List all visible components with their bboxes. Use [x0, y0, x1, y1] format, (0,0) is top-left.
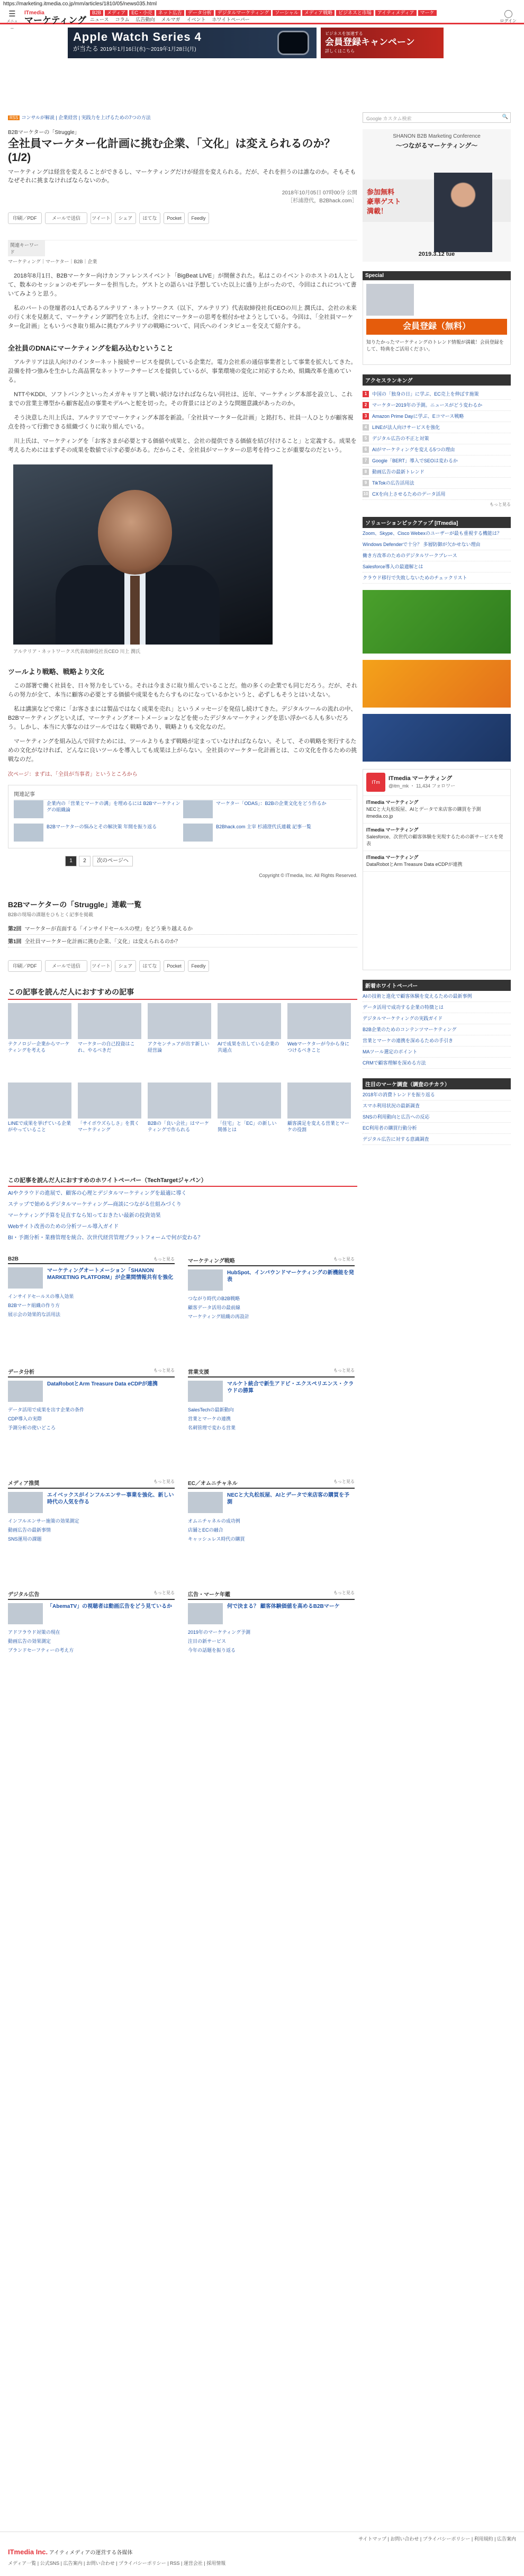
breadcrumb[interactable]: RSS コンサルが解説 | 企業経営 | 実践力を上げるための7つの方法	[8, 112, 357, 122]
category-thumbnail	[8, 1603, 43, 1624]
special-image	[366, 284, 414, 316]
conference-ad[interactable]: SHANON B2B Marketing Conference ～つながるマーケティング～ 参加無料 豪華ゲスト 満載！ 2019.3.12 tue	[363, 129, 511, 262]
category-item[interactable]: インフルエンサー施策の効果測定	[8, 1518, 79, 1524]
feedly-button[interactable]: Feedly	[188, 960, 209, 972]
wp-item[interactable]: AIやクラウドの進展で、顧客の心理とデジタルマーケティングを最適に導く	[8, 1191, 187, 1196]
category-thumbnail	[188, 1603, 223, 1624]
new-wp-item[interactable]: B2B企業のためのコンテンツマーケティング	[363, 1024, 511, 1035]
card-title: 「サイボウズらしさ」を貫くマーケティング	[78, 1121, 140, 1132]
footer: サイトマップ | お問い合わせ | プライバシーポリシー | 利用規約 | 広告案内 ITmedia Inc. アイティメディアの運営する各媒体 メディア一覧 | 公式SNS | 広告案内 | お問い合わせ | プライバシーポリシー | RSS | 運営会社 | 採用情報	[0, 2532, 524, 2576]
category-heading[interactable]: 営業支援 もっと見る	[188, 1366, 355, 1378]
search-input[interactable]: Google カスタム検索 🔍	[363, 112, 511, 123]
menu-button[interactable]: ☰ メニュー	[6, 10, 18, 31]
tweet[interactable]: ITmedia マーケティング Salesforce、次世代の顧客体験を実現するための新サービスを発表	[363, 824, 510, 851]
ranking-item[interactable]: 8 動画広告の最新トレンド	[363, 467, 511, 478]
category-top-title: エイベックスがインフルエンサー事業を強化、新しい時代の人気を作る	[47, 1492, 174, 1505]
sidebar-ad-1[interactable]	[363, 590, 511, 654]
paragraph: 川上氏は、マーケティングを「お客さまが必要とする価値や成果と、会社の提供できる価値を結び付けること」と定義する。成果を考えるためにはまずその成果を数値で示す必要がある。だからこそ、全社員がマーケターの思考を持つことが重要なのだという。	[8, 438, 357, 453]
recommend-card[interactable]	[8, 1003, 71, 1053]
header-nav	[90, 10, 439, 24]
category-item[interactable]: 営業とマーケの連携	[188, 1416, 231, 1421]
card-thumbnail	[218, 1003, 281, 1039]
category-item[interactable]: 今年の話題を振り返る	[188, 1648, 236, 1653]
category-block	[188, 1255, 355, 1321]
ranking-item[interactable]: 10 CXを向上させるためのデータ活用	[363, 489, 511, 500]
category-top-item[interactable]	[188, 1492, 355, 1516]
category-blocks	[8, 1255, 357, 1711]
category-thumbnail	[8, 1381, 43, 1402]
category-item[interactable]: つながり時代のB2B戦略	[188, 1296, 240, 1301]
apple-watch-ad[interactable]: Apple Watch Series 4 が当たる 2019年1月16日(水)～2019年1月28日(月)	[68, 28, 317, 58]
byline: 2018年10月05日 07時00分 公開 ［杉浦澄代，B2Bhack.com］	[282, 190, 357, 204]
special-heading: Special	[363, 271, 511, 280]
nav-item[interactable]: ホワイトペーパー	[212, 17, 250, 22]
category-top-item[interactable]	[8, 1492, 175, 1516]
research-item[interactable]: EC利用者の購買行動分析	[363, 1123, 511, 1134]
related-item[interactable]: 企業内の「営業とマーケの溝」を埋めるには B2Bマーケティングの組織論	[14, 800, 183, 820]
new-wp-list	[363, 991, 511, 1069]
article-lead: マーケティングは経営を変えることができるし、マーケティングだけが経営を変えられる。だが、それを担うのは誰なのか。そもそもなぜそれに挑まなければならないのか。	[8, 169, 356, 184]
category-item[interactable]: オムニチャネルの成功例	[188, 1518, 240, 1524]
category-top-item[interactable]	[8, 1267, 175, 1292]
paragraph: NTTやKDDI、ソフトバンクといったメガキャリアと戦い続けなければならない同社は、近年、マーケティング本部を設立し、これまでの営業主導型から顧客起点の事業モデルへと舵を切った。その背景にはどのような問題意識があったのか。	[8, 391, 353, 407]
campaign-ad[interactable]: ビジネスを加速する 会員登録キャンペーン 詳しくはこちら	[321, 28, 444, 58]
card-title: LINEで成果を挙げている企業がやっていること	[8, 1121, 71, 1132]
watch-image	[277, 31, 309, 55]
category-item[interactable]: 2019年のマーケティング予測	[188, 1630, 250, 1635]
url-bar[interactable]: https://marketing.itmedia.co.jp/mm/articles/1810/05/news035.html	[0, 0, 524, 8]
category-tags	[90, 10, 439, 16]
new-wp-item[interactable]: MAツール選定のポイント	[363, 1046, 511, 1058]
category-heading[interactable]: データ分析 もっと見る	[8, 1366, 175, 1378]
share-button[interactable]: シェア	[115, 960, 136, 972]
category-top-title: 何で決まる？ 顧客体験価値を高めるB2Bマーケ	[227, 1604, 340, 1609]
category-item[interactable]: マーケティング組織の再設計	[188, 1314, 249, 1319]
series-row[interactable]: 第2回 マーケターが直面する「インサイドセールスの壁」をどう乗り越えるか	[8, 922, 357, 935]
card-title: Webマーケターが今から身につけるべきこと	[287, 1041, 349, 1053]
header-tag[interactable]: データ分析	[186, 10, 214, 16]
card-title: 「住宅」と「EC」の新しい関係とは	[218, 1121, 277, 1132]
category-top-item[interactable]	[188, 1603, 355, 1627]
ranking-list	[363, 389, 511, 500]
category-thumbnail	[8, 1492, 43, 1513]
paragraph: 私は講演などで常に「お客さまには製品ではなく成果を売れ」というメッセージを発信し続けてきた。デジタルツールの流れの中、B2Bマーケティングといえば、マーケティングオートメーションなどを使ったデジタルマーケティングを思い浮かべる人も多いだろう。しかし、本当に大事なのはツールではなく戦略であり、戦略よりも文化なのだ。	[8, 706, 357, 730]
share-bar-bottom	[8, 958, 357, 973]
wp-item[interactable]: Webサイト改善のための分析ツール導入ガイド	[8, 1224, 119, 1230]
keywords-box: 関連キーワード マーケティング｜マーケター｜B2B｜企業	[8, 240, 357, 266]
header-tag[interactable]: ビジネスと市場	[336, 10, 374, 16]
card-thumbnail	[78, 1003, 141, 1039]
register-button[interactable]: 会員登録（無料）	[366, 319, 507, 335]
category-item[interactable]: 顧客データ活用の最前線	[188, 1305, 241, 1310]
new-wp-item[interactable]: データ活用で成功する企業の特徴とは	[363, 1002, 511, 1013]
research-list	[363, 1089, 511, 1145]
category-item[interactable]: 名刺管理で変わる営業	[188, 1425, 236, 1430]
category-top-title: HubSpot、インバウンドマーケティングの新機能を発表	[227, 1270, 354, 1283]
pagination	[65, 856, 357, 867]
new-wp-heading: 新着ホワイトペーパー	[363, 980, 511, 991]
series-label[interactable]: B2Bマーケターの「Struggle」	[8, 130, 80, 136]
solution-item[interactable]: クラウド移行で失敗しないためのチェックリスト	[363, 573, 511, 584]
card-thumbnail	[287, 1083, 351, 1119]
mail-button[interactable]: メールで送信	[45, 960, 87, 972]
wp-item[interactable]: マーケティング予算を見直すなら知っておきたい最新の投資効果	[8, 1213, 161, 1219]
hatena-button[interactable]: はてな	[139, 960, 160, 972]
new-wp-item[interactable]: CRMで顧客理解を深める方法	[363, 1058, 511, 1069]
recommend-card[interactable]	[148, 1003, 211, 1053]
recommend-card[interactable]	[287, 1003, 351, 1053]
series-row[interactable]: 第1回 全社員マーケター化計画に挑む企業、「文化」は変えられるのか？	[8, 935, 357, 947]
card-title: 顧客満足を変える営業とマーケの役割	[287, 1121, 350, 1132]
paragraph: 私のパートの登壇者の1人であるアルテリア・ネットワークス（以下、アルテリア）代表取締役社長CEOの川上 潤氏は、会社の未来の行く末を見据えて、マーケティング部門を立ち上げ、全社にマーケターの思考を根付かせようとしている。今回は、「全社員マーケター化計画」ともいうべき取り組みに挑むアルテリアの戦略について、同氏へのインタビューを交えて紹介する。	[8, 305, 357, 329]
header-tag[interactable]: アイティメディア	[375, 10, 417, 16]
header-tag[interactable]: デジタルマーケティング	[215, 10, 271, 16]
category-block	[188, 1478, 355, 1543]
ranking-item[interactable]: 1 中国の「独身の日」に学ぶ、EC売上を伸ばす施策	[363, 389, 511, 400]
related-item[interactable]: B2Bhack.com 主宰 杉浦澄代氏連載 記事一覧	[183, 824, 353, 844]
special-box: 会員登録（無料） 知りたかったマーケティングのトレンド情報が満載！会員登録をして、特典をご活用ください。	[363, 280, 511, 365]
category-top-item[interactable]	[188, 1269, 355, 1294]
related-item[interactable]: マーケター「ODAS」：B2Bの企業文化をどう作るか	[183, 800, 353, 820]
paragraph: アルテリアは法人向けのインターネット接続サービスを提供している企業だ。電力会社系の通信事業者として事業を拡大してきた。設備を持つ強みを生かした高品質なネットワークサービスを提供しているが、事業環境の変化に対応するため、組織改革を進めている。	[8, 359, 357, 383]
research-item[interactable]: SNSの利用動向と広告への反応	[363, 1112, 511, 1123]
category-thumbnail	[8, 1267, 43, 1289]
category-heading[interactable]: メディア推奨 もっと見る	[8, 1478, 175, 1489]
solution-heading: ソリューションピックアップ [ITmedia]	[363, 517, 511, 528]
solution-item[interactable]: 働き方改革のためのデジタルワークプレース	[363, 550, 511, 561]
research-item[interactable]: 2018年の消費トレンドを振り返る	[363, 1089, 511, 1101]
nav-item[interactable]: メルマガ	[161, 17, 180, 22]
category-top-item[interactable]	[188, 1381, 355, 1405]
category-heading[interactable]: デジタル広告 もっと見る	[8, 1589, 175, 1600]
photo-caption: アルテリア・ネットワークス代表取締役社長CEO 川上 潤氏	[13, 649, 141, 654]
tweet-button[interactable]: ツイート	[91, 212, 112, 224]
speaker-image	[434, 173, 492, 252]
header-tag[interactable]: ソーシャル	[273, 10, 301, 16]
header-tag[interactable]: マーケ	[418, 10, 437, 16]
category-item[interactable]: 注目の新サービス	[188, 1639, 227, 1644]
recommend-card[interactable]	[78, 1083, 141, 1133]
category-item[interactable]: 予測分析の使いどころ	[8, 1425, 56, 1430]
new-wp-item[interactable]: デジタルマーケティングの実践ガイド	[363, 1013, 511, 1024]
category-top-item[interactable]	[8, 1381, 175, 1405]
section-heading: ツールより戦略、戦略より文化	[8, 668, 104, 676]
solution-list	[363, 528, 511, 584]
category-item[interactable]: SalesTechの最新動向	[188, 1407, 234, 1412]
tweet[interactable]: ITmedia マーケティング NECと大丸松坂屋、AIとデータで来店客の購買を予測 itmedia.co.jp	[363, 796, 510, 824]
category-block	[8, 1589, 175, 1654]
header-tag[interactable]: EC・小売	[129, 10, 155, 16]
solution-item[interactable]: Zoom、Skype、Cisco Webexのユーザーが最も重視する機能は？	[363, 528, 511, 539]
card-thumbnail	[148, 1083, 211, 1119]
wp-item[interactable]: BI・予測分析・業務管理を統合、次世代経営管理プラットフォームで何が変わる？	[8, 1235, 203, 1241]
category-thumbnail	[188, 1269, 223, 1291]
category-top-title: マルケト統合で新生アドビ・エクスペリエンス・クラウドの勝算	[227, 1381, 354, 1394]
rss-icon: RSS	[8, 115, 20, 120]
top-banner-area	[0, 28, 524, 59]
next-page-link[interactable]: 次ページ：まずは、「全員が当事者」というところから	[8, 772, 138, 777]
tweet-button[interactable]: ツイート	[91, 960, 112, 972]
category-thumbnail	[188, 1492, 223, 1513]
header-tag[interactable]: ネット広告	[156, 10, 184, 16]
header-tag[interactable]: メディア	[105, 10, 128, 16]
paragraph: マーケティングを組み込んで回すためには、ツールよりもまず戦略が定まっていなければならない。そして、その戦略を実行するための文化がなければ、どんなに良いツールを導入しても成果は上がらない。全社員のマーケター化計画とは、この文化を作るための挑戦なのだ。	[8, 738, 357, 763]
page-2[interactable]: 2	[79, 856, 91, 866]
copyright: Copyright © ITmedia, Inc. All Rights Reserved.	[259, 873, 357, 878]
category-item[interactable]: 店舗とECの融合	[188, 1527, 223, 1533]
login-button[interactable]: ログイン	[500, 10, 517, 24]
search-icon[interactable]: 🔍	[502, 114, 508, 119]
print-button[interactable]: 印刷／PDF	[8, 960, 42, 972]
research-heading: 注目のマーケ調査（調査のチカラ）	[363, 1078, 511, 1089]
recommend-heading: この記事を読んだ人におすすめの記事	[8, 987, 357, 1000]
header-tag[interactable]: メディア戦略	[302, 10, 335, 16]
category-item[interactable]: 動画広告の効果測定	[8, 1639, 51, 1644]
related-articles: 関連記事 企業内の「営業とマーケの溝」を埋めるには B2Bマーケティングの組織論 マーケター「ODAS」：B2Bの企業文化をどう作るか B2Bマーケターの悩みとその解決策 年間を振り返る B2Bhack.com 主宰 杉浦澄代氏連載 記事一覧	[8, 785, 357, 848]
user-icon	[504, 10, 512, 18]
wp-heading: この記事を読んだ人におすすめのホワイトペーパー（TechTargetジャパン）	[8, 1176, 357, 1187]
category-item[interactable]: インサイドセールスの導入効果	[8, 1294, 74, 1299]
card-title: テクノロジー企業からマーケティングを考える	[8, 1041, 70, 1053]
category-item[interactable]: 動画広告の最新事情	[8, 1527, 51, 1533]
more-link[interactable]: もっと見る	[490, 502, 511, 507]
category-top-title: 「AbemaTV」の視聴者は動画広告をどう見ているか	[47, 1604, 173, 1609]
share-button[interactable]: シェア	[115, 212, 136, 224]
card-thumbnail	[8, 1083, 71, 1119]
site-header	[0, 8, 524, 31]
paragraph: この部署で働く社員を、日々努力をしている。それは今まさに取り組んでいることだ。他の多くの企業でも同じだろう。だが、それらの努力が全て、本当に顧客の必要とする価値や成果をもたらすものになっているかというと、必ずしもそうとはいえない。	[8, 683, 357, 698]
card-thumbnail	[8, 1003, 71, 1039]
category-item[interactable]: キャッシュレス時代の購買	[188, 1536, 245, 1542]
recommend-card[interactable]	[218, 1083, 281, 1133]
category-block	[8, 1478, 175, 1543]
recommend-card[interactable]	[78, 1003, 141, 1053]
category-block	[188, 1589, 355, 1654]
ranking-item[interactable]: 2 マーケター2019年の予測。ニュースがどう変わるか	[363, 400, 511, 411]
wp-list	[8, 1187, 357, 1242]
main-nav	[90, 17, 439, 23]
category-top-item[interactable]	[8, 1603, 175, 1627]
page-title: 全社員マーケター化計画に挑む企業、「文化」は変えられるのか？ (1/2)	[8, 138, 336, 164]
category-item[interactable]: アドフラウド対策の現在	[8, 1630, 60, 1635]
ranking-item[interactable]: 5 デジタル広告の不正と対策	[363, 433, 511, 444]
site-logo[interactable]: ITmedia マーケティング	[24, 10, 86, 25]
solution-item[interactable]: Salesforce導入の最適解とは	[363, 561, 511, 573]
card-thumbnail	[78, 1083, 141, 1119]
series-box: B2Bマーケターの「Struggle」連載一覧 B2Bの現場の課題をひもとく記事を掲載 第2回 マーケターが直面する「インサイドセールスの壁」をどう乗り越えるか 第1回 全社員マーケター化計画に挑む企業、「文化」は変えられるのか？	[8, 899, 357, 947]
article-body	[8, 272, 357, 777]
mail-button[interactable]: メールで送信	[45, 212, 87, 224]
nav-item[interactable]: コラム	[115, 17, 130, 22]
wp-item[interactable]: ステップで始めるデジタルマーケティング―商談につながる仕組みづくり	[8, 1202, 182, 1208]
category-heading[interactable]: B2B もっと見る	[8, 1255, 175, 1264]
paragraph: そう決意した川上氏は、アルテリアでマーケティング本部を新設。「全社員マーケター化計画」と銘打ち、社員一人ひとりが顧客視点を持って行動できる組織づくりに取り組んでいる。	[8, 415, 354, 430]
sidebar	[363, 112, 511, 1145]
card-title: B2Bの「良い会社」はマーケティングで作られる	[148, 1121, 210, 1132]
section-heading: 全社員のDNAにマーケティングを組み込むということ	[8, 344, 174, 352]
card-title: アクセンチュアが出す新しい経営論	[148, 1041, 210, 1053]
itmedia-icon: ITm	[366, 773, 385, 792]
next-page-button[interactable]: 次のページへ	[93, 856, 133, 866]
ranking-heading: アクセスランキング	[363, 374, 511, 386]
new-wp-item[interactable]: AIの技術と進化で顧客体験を変えるための最新事例	[363, 991, 511, 1002]
nav-item[interactable]: 広告動向	[135, 17, 155, 22]
card-thumbnail	[148, 1003, 211, 1039]
category-heading[interactable]: EC／オムニチャネル もっと見る	[188, 1478, 355, 1489]
category-top-title: マーケティングオートメーション「SHANON MARKETING PLATFORM」が企業間情報共有を強化	[47, 1268, 174, 1281]
print-button[interactable]: 印刷／PDF	[8, 212, 42, 224]
new-wp-item[interactable]: 営業とマーケの連携を深めるための手引き	[363, 1035, 511, 1046]
feedly-button[interactable]: Feedly	[188, 212, 209, 224]
category-item[interactable]: ブランドセーフティーの考え方	[8, 1648, 74, 1653]
solution-item[interactable]: Windows Defenderで十分？ 多層防御が欠かせない理由	[363, 539, 511, 550]
category-heading[interactable]: 広告・マーケ年鑑 もっと見る	[188, 1589, 355, 1600]
tweet[interactable]: ITmedia マーケティング DataRobotとArm Treasure Data eCDPが連携	[363, 851, 510, 872]
recommend-grid	[8, 1003, 357, 1162]
hamburger-icon: ☰	[8, 10, 16, 19]
pocket-button[interactable]: Pocket	[164, 212, 185, 224]
nav-item[interactable]: イベント	[186, 17, 206, 22]
recommend-card[interactable]	[287, 1083, 351, 1133]
category-top-title: NECと大丸松坂屋、AIとデータで来店客の購買を予測	[227, 1492, 350, 1505]
pocket-button[interactable]: Pocket	[164, 960, 185, 972]
paragraph: 2018年8月1日、B2Bマーケター向けカンファレンスイベント「BigBeat LIVE」が開催された。私はこのイベントのホストの1人として、数本のセッションのモデレーターを担当した。ゲストとの語らいは予想していた以上に盛り上がったので、今回はこれについて書いてみようと思う。	[8, 273, 357, 297]
sidebar-ad-2[interactable]	[363, 660, 511, 708]
category-item[interactable]: SNS運用の課題	[8, 1536, 42, 1542]
category-item[interactable]: B2Bマーケ組織の作り方	[8, 1303, 60, 1308]
recommend-card[interactable]	[8, 1083, 71, 1133]
category-item[interactable]: 展示会の効果的な活用法	[8, 1312, 61, 1317]
header-tag[interactable]: B2B	[90, 10, 103, 16]
category-item[interactable]: データ活用で成果を出す企業の条件	[8, 1407, 85, 1412]
card-thumbnail	[287, 1003, 351, 1039]
category-item[interactable]: CDP導入の実際	[8, 1416, 42, 1421]
twitter-widget: ITm ITmedia マーケティング @itm_mk ・ 11,434 フォロワー ITmedia マーケティング NECと大丸松坂屋、AIとデータで来店客の購買を予測 itmedia.co.jp ITmedia マーケティング Salesforce、次世代の顧客体験を実現するための新サービスを発表 ITmedia マーケティング DataRobotとArm Treasure Data eCDPが連携	[363, 769, 511, 970]
ranking-item[interactable]: 9 TikTokの広告活用法	[363, 478, 511, 489]
category-thumbnail	[188, 1381, 223, 1402]
ranking-item[interactable]: 3 Amazon Prime Dayに学ぶ、Eコマース戦略	[363, 411, 511, 422]
research-item[interactable]: デジタル広告に対する意識調査	[363, 1134, 511, 1145]
speaker-photo	[13, 464, 273, 645]
ranking-item[interactable]: 4 LINEが法人向けサービスを強化	[363, 422, 511, 433]
ranking-item[interactable]: 7 Google「BERT」導入でSEOは変わるか	[363, 455, 511, 467]
card-title: マーケターの自己投資はこれ、やるべきだ	[78, 1041, 135, 1053]
page-1[interactable]: 1	[65, 856, 77, 866]
research-item[interactable]: スマホ利用状況の最新調査	[363, 1101, 511, 1112]
share-bar	[8, 210, 357, 225]
recommend-card[interactable]	[148, 1083, 211, 1133]
category-top-title: DataRobotとArm Treasure Data eCDPが連携	[47, 1381, 158, 1387]
article-column	[8, 112, 357, 1711]
nav-item[interactable]: ニュース	[90, 17, 109, 22]
related-item[interactable]: B2Bマーケターの悩みとその解決策 年間を振り返る	[14, 824, 183, 844]
card-title: AIで成果を出している企業の共通点	[218, 1041, 279, 1053]
card-thumbnail	[218, 1083, 281, 1119]
recommend-card[interactable]	[218, 1003, 281, 1053]
category-heading[interactable]: マーケティング戦略 もっと見る	[188, 1255, 355, 1266]
category-block	[8, 1255, 175, 1319]
ranking-item[interactable]: 6 AIがマーケティングを変える5つの理由	[363, 444, 511, 455]
sidebar-ad-3[interactable]	[363, 714, 511, 762]
hatena-button[interactable]: はてな	[139, 212, 160, 224]
category-block	[8, 1366, 175, 1432]
category-block	[188, 1366, 355, 1432]
